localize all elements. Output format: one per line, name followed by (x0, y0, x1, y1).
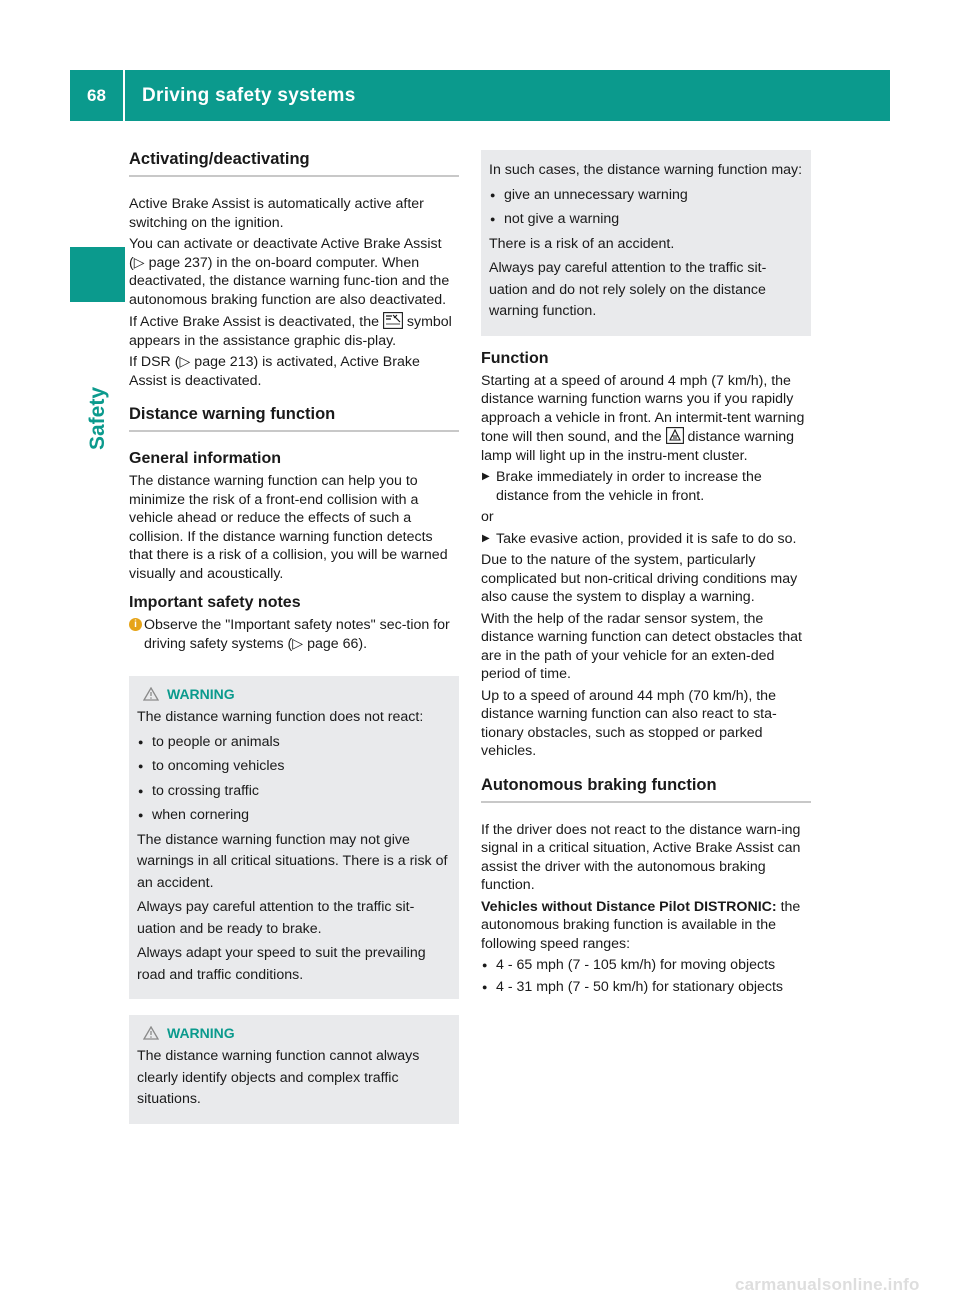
distance-warning-lamp-icon (666, 427, 684, 444)
list-item: ● give an unnecessary warning (489, 185, 803, 207)
sidebar-label-text: Safety (86, 386, 109, 450)
right-column (481, 150, 811, 999)
paragraph: In such cases, the distance warning function may: (489, 162, 803, 178)
section-title-autonomous-braking: Autonomous braking function (481, 776, 811, 803)
subsection-title-safety: Important safety notes (129, 594, 301, 611)
paragraph (129, 312, 459, 350)
paragraph-text: symbol appears in the assistance graphic dis-play. (129, 314, 452, 349)
list-item: ● to crossing traffic (137, 781, 451, 803)
warning-heading (137, 686, 451, 702)
list-item: ● to oncoming vehicles (137, 756, 451, 778)
page-header (70, 70, 890, 121)
paragraph-text: Starting at a speed of around 4 mph (7 km/h), the distance warning function warns you if you rapidly approach a vehicle in front. An intermit-tent warning tone will then sound, and the (481, 372, 805, 445)
paragraph-text: If Active Brake Assist is deactivated, the (129, 314, 379, 330)
info-note-text: Observe the "Important safety notes" sec-tion for driving safety systems (▷ page 66). (144, 617, 450, 652)
info-note (129, 616, 459, 653)
paragraph: The distance warning function does not react: (137, 709, 424, 725)
info-icon: i (129, 618, 142, 631)
section-title-distance-warning: Distance warning function (129, 405, 459, 432)
warning-heading (137, 1025, 451, 1041)
paragraph: Always adapt your speed to suit the prevailing road and traffic conditions. (137, 945, 426, 983)
paragraph: Due to the nature of the system, particularly complicated but non-critical driving conditions may also cause the system to display a warning. (481, 552, 798, 605)
paragraph: If DSR (▷ page 213) is activated, Active Brake Assist is deactivated. (129, 354, 420, 389)
paragraph: You can activate or deactivate Active Brake Assist (▷ page 237) in the on-board computer. When deactivated, the distance warning func-tion and the autonomous braking function are also deactivated. (129, 236, 450, 308)
subsection-title-general: General information (129, 450, 282, 467)
paragraph: Always pay careful attention to the traffic sit-uation and be ready to brake. (137, 899, 415, 937)
paragraph: There is a risk of an accident. (489, 235, 675, 252)
list-item: ● 4 - 65 mph (7 - 105 km/h) for moving objects (481, 956, 811, 975)
warning-triangle-icon (143, 1026, 159, 1040)
sidebar-tab-block (70, 247, 125, 302)
page-number: 68 (70, 70, 125, 121)
paragraph: With the help of the radar sensor system, the distance warning function can detect obstacles that are in the path of your vehicle for an exten-ded period of time. (481, 610, 802, 682)
warning-box-continued (481, 150, 811, 336)
paragraph-text: the autonomous braking function is available in the following speed ranges: (481, 898, 801, 952)
warning-box (129, 676, 459, 999)
paragraph (481, 898, 811, 954)
warning-triangle-icon (143, 687, 159, 701)
list-item: ● when cornering (137, 805, 451, 827)
paragraph-text: distance warning lamp will light up in the instru-ment cluster. (481, 429, 795, 464)
list-item: ● not give a warning (489, 209, 803, 231)
list-item: ● to people or animals (137, 732, 451, 754)
warning-label: WARNING (167, 686, 235, 702)
paragraph: Always pay careful attention to the traffic sit-uation and do not rely solely on the distance warning function. (489, 260, 767, 319)
brake-assist-off-icon (383, 312, 403, 329)
chapter-title: Driving safety systems (142, 85, 356, 106)
warning-box (129, 1015, 459, 1124)
paragraph: The distance warning function can help you to minimize the risk of a front-end collision with a vehicle ahead or reduce the effects of such a collision. If the distance warning function detects that there is a risk of a collision, you will be warned visually and acoustically. (129, 473, 448, 582)
paragraph: Active Brake Assist is automatically active after switching on the ignition. (129, 196, 424, 231)
action-step: ▶ Take evasive action, provided it is safe to do so. (481, 530, 811, 549)
watermark: carmanualsonline.info (735, 1275, 920, 1294)
paragraph: or (481, 509, 494, 525)
section-title-activating: Activating/deactivating (129, 150, 459, 177)
paragraph (481, 372, 811, 466)
subsection-title-function: Function (481, 349, 549, 367)
paragraph: The distance warning function cannot always clearly identify objects and complex traffic situations. (137, 1048, 420, 1107)
paragraph: The distance warning function may not give warnings in all critical situations. There is a risk of an accident. (137, 831, 448, 891)
sidebar-label (82, 372, 122, 452)
list-item: ● 4 - 31 mph (7 - 50 km/h) for stationary objects (481, 978, 811, 997)
paragraph: If the driver does not react to the distance warn-ing signal in a critical situation, Active Brake Assist can assist the driver with the autonomous braking function. (481, 821, 801, 893)
action-step: ▶ Brake immediately in order to increase the distance from the vehicle in front. (481, 468, 811, 505)
left-column (129, 150, 459, 1124)
bold-lead: Vehicles without Distance Pilot DISTRONIC: (481, 898, 777, 915)
paragraph: Up to a speed of around 44 mph (70 km/h), the distance warning function can also react to sta-tionary obstacles, such as stopped or parked vehicles. (481, 687, 777, 759)
warning-label: WARNING (167, 1025, 235, 1041)
